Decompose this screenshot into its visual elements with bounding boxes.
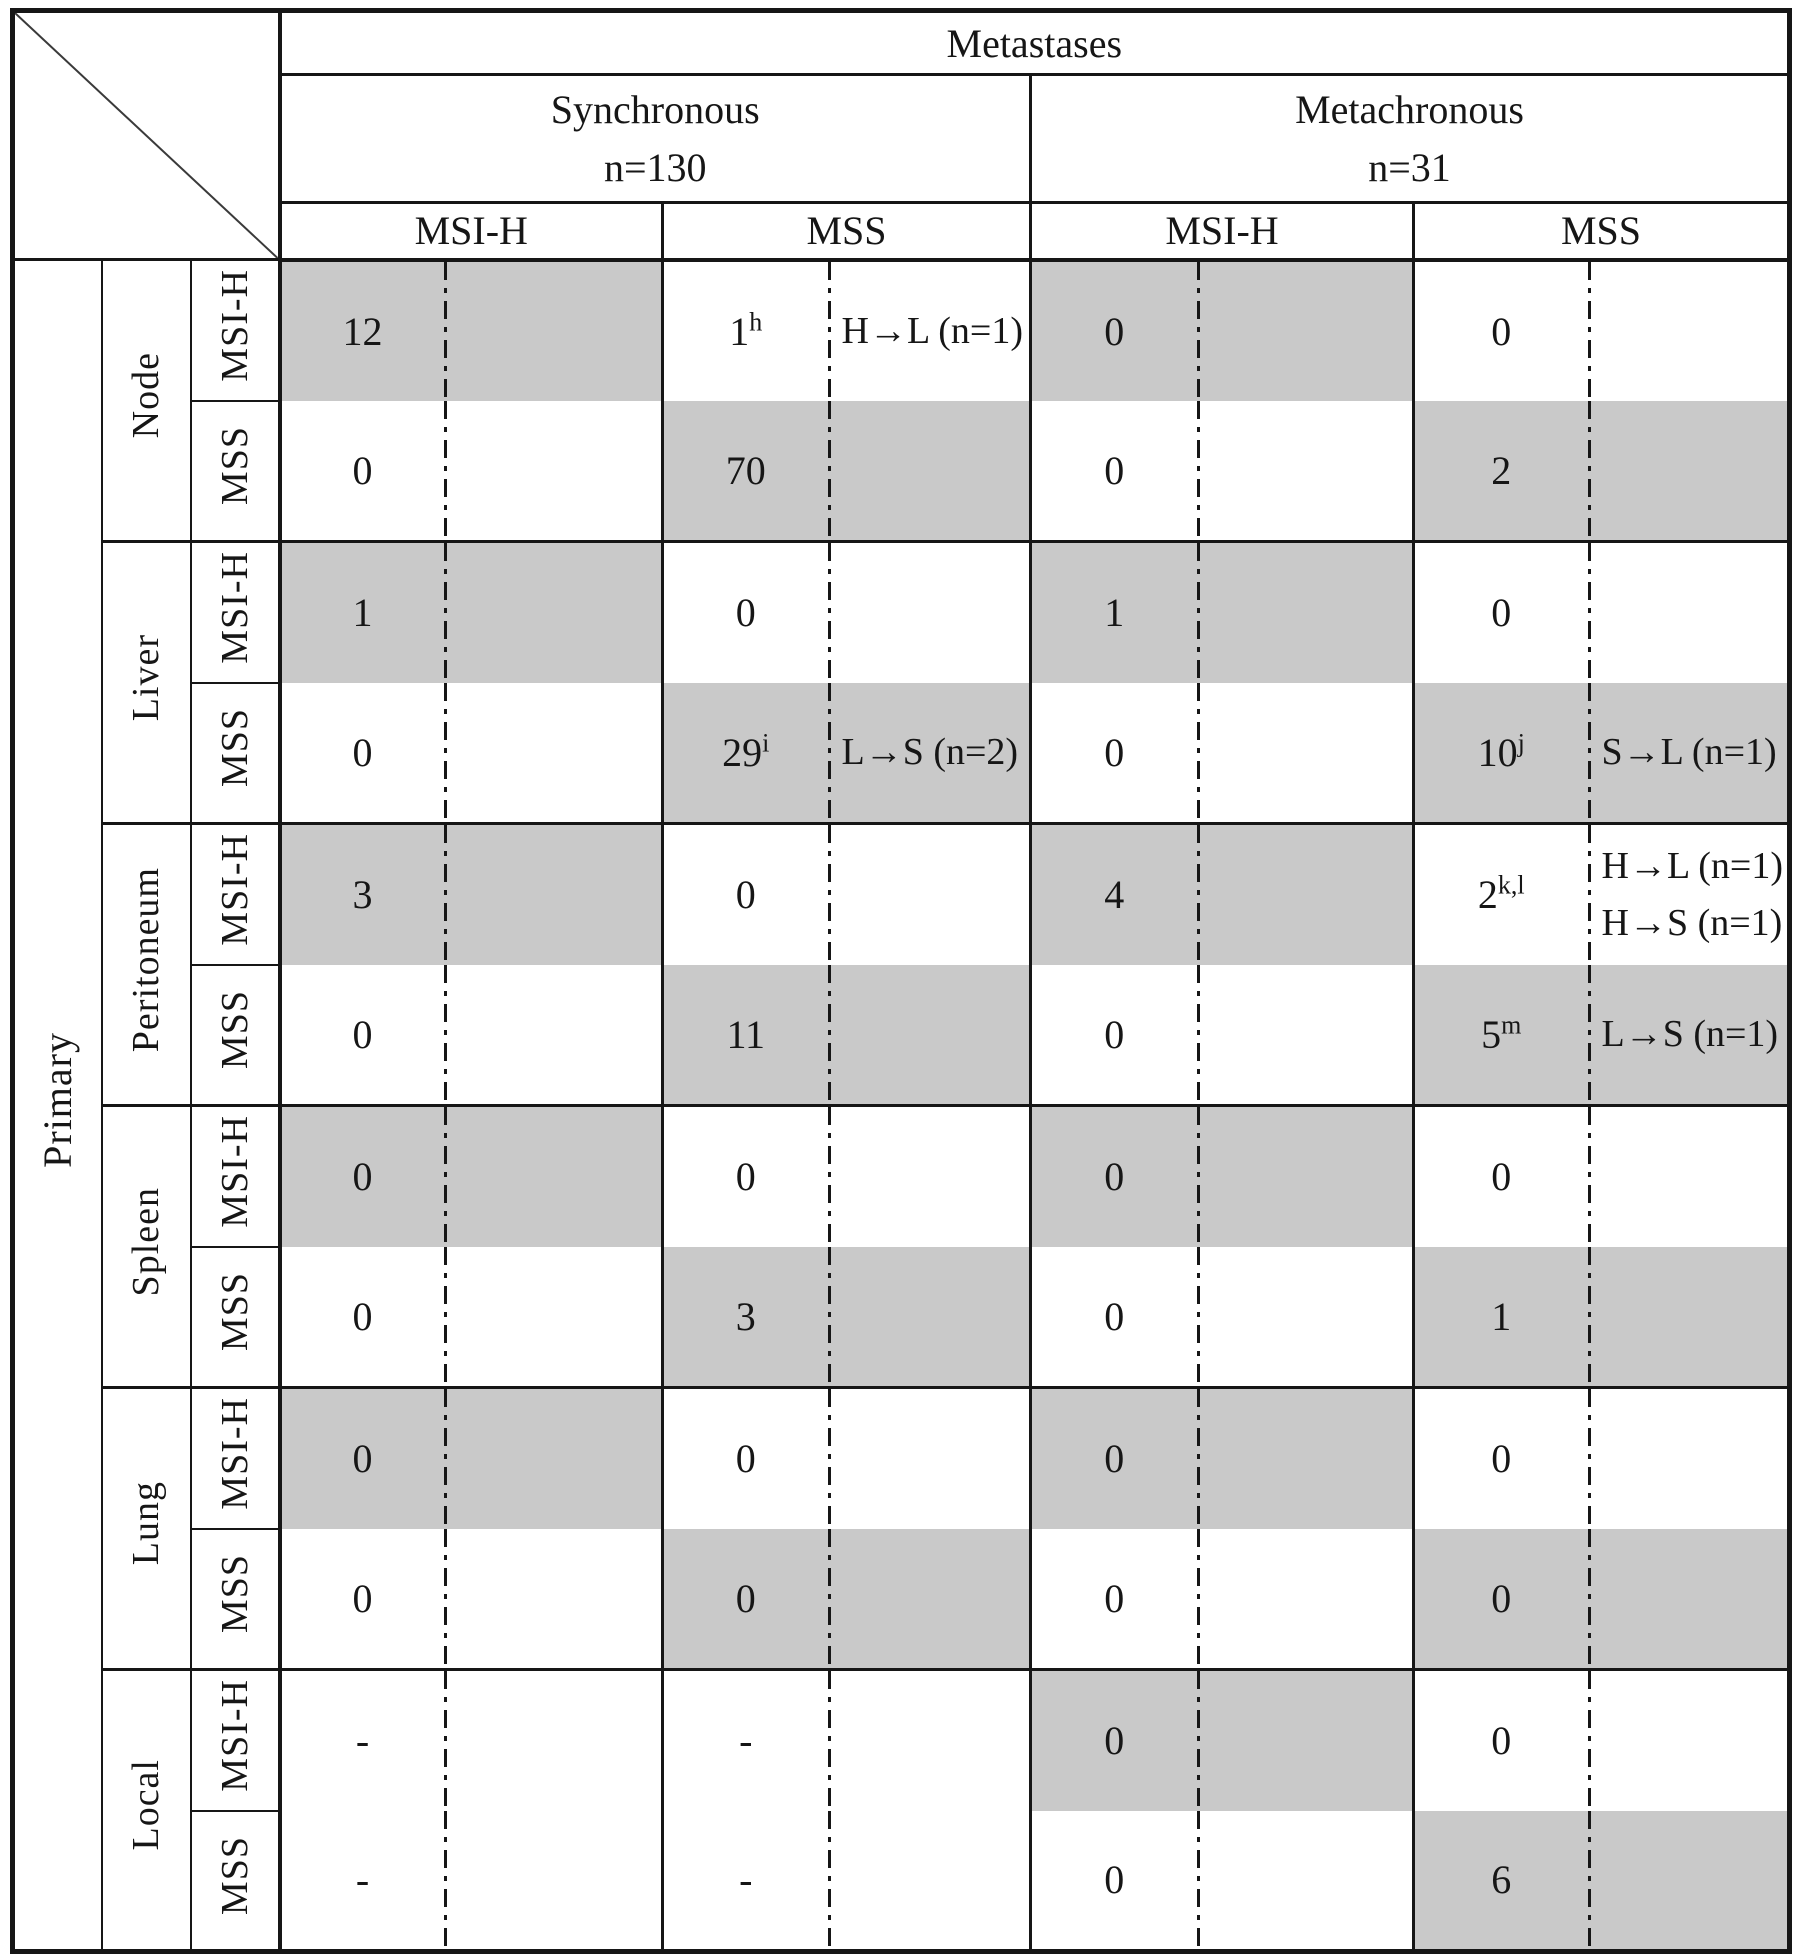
section-name: Metachronous (1295, 86, 1524, 132)
section-n: n=31 (1368, 144, 1451, 190)
count-value: - (739, 1718, 753, 1764)
cell-lung-msih-sync-msih-count (280, 1388, 444, 1529)
cell-peritoneum-msih-sync-msih-count (280, 824, 444, 965)
count-value: - (355, 1857, 370, 1903)
count-value: 70 (725, 447, 766, 493)
count-value: 0 (735, 590, 756, 636)
row-group-label-peritoneum (102, 824, 191, 1106)
row-axis-label-primary (13, 260, 102, 1952)
count-value: 1 (1491, 1293, 1512, 1339)
cell-node-msih-meta-msih-count (1031, 260, 1197, 401)
cell-node-msih-sync-mss-count (663, 260, 828, 401)
count-value: - (355, 1718, 370, 1764)
cell-node-mss-meta-msih-note (1197, 401, 1414, 542)
cell-liver-mss-meta-msih-count (1031, 683, 1197, 824)
cell-node-msih-sync-msih-count (280, 260, 444, 401)
cell-liver-msih-sync-mss-count (663, 542, 828, 683)
cell-local-msih-meta-msih-note (1197, 1670, 1414, 1811)
count-value: 0 (352, 1293, 373, 1339)
cell-liver-mss-sync-msih-count (280, 683, 444, 824)
cell-lung-msih-sync-mss-count (663, 1388, 828, 1529)
cell-liver-mss-sync-mss-note (828, 683, 1031, 824)
cell-node-mss-sync-mss-note (828, 401, 1031, 542)
count-value: 0 (1491, 1436, 1512, 1482)
diagonal-line (15, 13, 278, 258)
table-row-liver-mss (13, 683, 1790, 824)
row-label-text: MSS (213, 1554, 256, 1634)
cell-liver-msih-meta-msih-count (1031, 542, 1197, 683)
cell-spleen-msih-sync-mss-note (828, 1106, 1031, 1247)
cell-lung-msih-sync-msih-note (444, 1388, 663, 1529)
count-value: 0 (735, 872, 756, 918)
cell-peritoneum-msih-meta-msih-note (1197, 824, 1414, 965)
row-group-label-text: Spleen (125, 1186, 167, 1297)
cell-spleen-msih-meta-mss-count (1414, 1106, 1588, 1247)
row-label-text: MSS (213, 426, 256, 506)
row-group-label-spleen (102, 1106, 191, 1388)
count-value: 0 (1104, 1718, 1125, 1764)
count-value: 4 (1104, 872, 1125, 918)
cell-node-msih-sync-msih-note (444, 260, 663, 401)
transition-annotation: H→L (n=1) (841, 309, 1023, 352)
cell-node-msih-meta-msih-note (1197, 260, 1414, 401)
count-value: 1 (352, 590, 373, 636)
cell-spleen-msih-meta-msih-count (1031, 1106, 1197, 1247)
row-group-label-node (102, 260, 191, 542)
cell-liver-msih-sync-msih-note (444, 542, 663, 683)
table-row-liver-msih (13, 542, 1790, 683)
cell-lung-msih-meta-mss-note (1588, 1388, 1790, 1529)
cell-local-mss-sync-msih-count (280, 1811, 444, 1952)
cell-spleen-msih-sync-msih-count (280, 1106, 444, 1247)
row-label-peritoneum-mss (191, 965, 280, 1106)
footnote-marker: i (762, 728, 770, 758)
row-label-local-msih (191, 1670, 280, 1811)
count-value: 6 (1491, 1857, 1512, 1903)
section-name: Synchronous (550, 86, 760, 132)
count-value: 0 (1491, 590, 1512, 636)
count-value: 0 (1491, 308, 1512, 354)
table-row-spleen-mss (13, 1247, 1790, 1388)
cell-local-mss-sync-msih-note (444, 1811, 663, 1952)
cell-peritoneum-msih-meta-msih-count (1031, 824, 1197, 965)
table-row-peritoneum-msih (13, 824, 1790, 965)
cell-local-mss-meta-msih-note (1197, 1811, 1414, 1952)
count-value: 0 (1104, 1857, 1125, 1903)
table-row-local-msih (13, 1670, 1790, 1811)
cell-node-mss-sync-mss-count (663, 401, 828, 542)
cell-liver-mss-meta-mss-count (1414, 683, 1588, 824)
count-value: 5 (1481, 1011, 1502, 1057)
count-value: 0 (1104, 308, 1125, 354)
row-label-local-mss (191, 1811, 280, 1952)
row-label-lung-msih (191, 1388, 280, 1529)
count-value: 2 (1477, 872, 1498, 918)
count-value: 0 (1104, 1011, 1125, 1057)
count-value: - (739, 1857, 753, 1903)
transition-annotation: H→L (n=1) (1601, 844, 1783, 887)
count-value: 0 (352, 729, 373, 775)
count-value: 0 (1104, 1154, 1125, 1200)
cell-spleen-mss-meta-msih-note (1197, 1247, 1414, 1388)
column-header-metachronous (1031, 75, 1790, 203)
table-row-lung-mss (13, 1529, 1790, 1670)
row-label-lung-mss (191, 1529, 280, 1670)
row-label-spleen-mss (191, 1247, 280, 1388)
count-value: 0 (1104, 1436, 1125, 1482)
cell-node-msih-meta-mss-note (1588, 260, 1790, 401)
cell-peritoneum-mss-sync-mss-note (828, 965, 1031, 1106)
footnote-marker: m (1501, 1010, 1522, 1040)
row-label-text: MSI-H (213, 1114, 256, 1228)
cell-liver-msih-sync-mss-note (828, 542, 1031, 683)
cell-peritoneum-mss-meta-msih-note (1197, 965, 1414, 1106)
count-value: 0 (1491, 1718, 1512, 1764)
column-header-meta-mss: MSS (1414, 203, 1790, 260)
section-n: n=130 (603, 144, 707, 190)
cell-node-mss-sync-msih-count (280, 401, 444, 542)
count-value: 0 (1104, 1575, 1125, 1621)
row-label-text: MSS (213, 1272, 256, 1352)
table-row-spleen-msih (13, 1106, 1790, 1247)
count-value: 29 (722, 729, 763, 775)
row-label-liver-msih (191, 542, 280, 683)
count-value: 2 (1491, 447, 1512, 493)
count-value: 0 (1104, 447, 1125, 493)
cell-peritoneum-msih-meta-mss-note (1588, 824, 1790, 965)
cell-peritoneum-msih-sync-mss-count (663, 824, 828, 965)
footnote-marker: h (749, 307, 763, 337)
count-value: 12 (342, 308, 383, 354)
cell-peritoneum-msih-meta-mss-count (1414, 824, 1588, 965)
row-group-label-local (102, 1670, 191, 1952)
row-group-label-lung (102, 1388, 191, 1670)
table-row-lung-msih (13, 1388, 1790, 1529)
transition-annotation: L→S (n=1) (1601, 1012, 1779, 1055)
cell-liver-mss-meta-msih-note (1197, 683, 1414, 824)
cell-spleen-msih-sync-mss-count (663, 1106, 828, 1247)
count-value: 0 (735, 1154, 756, 1200)
row-label-text: MSS (213, 990, 256, 1070)
cell-peritoneum-mss-sync-msih-note (444, 965, 663, 1106)
count-value: 0 (352, 1436, 373, 1482)
row-label-node-msih (191, 260, 280, 401)
cell-lung-mss-meta-mss-count (1414, 1529, 1588, 1670)
cell-local-msih-sync-mss-note (828, 1670, 1031, 1811)
count-value: 3 (735, 1293, 756, 1339)
row-group-label-liver (102, 542, 191, 824)
count-value: 1 (1104, 590, 1125, 636)
cell-spleen-mss-meta-mss-note (1588, 1247, 1790, 1388)
row-label-text: MSI-H (213, 1396, 256, 1510)
row-label-text: MSS (213, 708, 256, 788)
cell-liver-msih-meta-mss-count (1414, 542, 1588, 683)
cell-local-msih-sync-msih-note (444, 1670, 663, 1811)
cell-local-mss-sync-mss-note (828, 1811, 1031, 1952)
cell-node-mss-sync-msih-note (444, 401, 663, 542)
row-axis-label-text: Primary (34, 1032, 80, 1168)
cell-peritoneum-mss-sync-msih-count (280, 965, 444, 1106)
cell-local-mss-meta-msih-count (1031, 1811, 1197, 1952)
cell-lung-mss-sync-msih-note (444, 1529, 663, 1670)
header-row-metastases (13, 11, 1790, 75)
row-label-text: MSI-H (213, 1678, 256, 1792)
count-value: 0 (352, 447, 373, 493)
cell-liver-msih-meta-mss-note (1588, 542, 1790, 683)
cell-lung-mss-sync-msih-count (280, 1529, 444, 1670)
cell-local-msih-meta-mss-count (1414, 1670, 1588, 1811)
transition-annotation: L→S (n=2) (841, 730, 1019, 773)
count-value: 0 (352, 1575, 373, 1621)
cell-lung-msih-meta-msih-note (1197, 1388, 1414, 1529)
table-row-node-mss (13, 401, 1790, 542)
cell-spleen-mss-meta-msih-count (1031, 1247, 1197, 1388)
count-value: 0 (1104, 729, 1125, 775)
cell-node-msih-sync-mss-note (828, 260, 1031, 401)
table-row-peritoneum-mss (13, 965, 1790, 1106)
cell-lung-mss-meta-msih-count (1031, 1529, 1197, 1670)
cell-liver-mss-meta-mss-note (1588, 683, 1790, 824)
count-value: 0 (352, 1011, 373, 1057)
column-header-synchronous (280, 75, 1031, 203)
count-value: 0 (1104, 1293, 1125, 1339)
cell-spleen-mss-sync-mss-note (828, 1247, 1031, 1388)
footnote-marker: j (1517, 728, 1525, 758)
cell-lung-mss-meta-mss-note (1588, 1529, 1790, 1670)
count-value: 0 (735, 1575, 756, 1621)
cell-peritoneum-msih-sync-mss-note (828, 824, 1031, 965)
table-body (13, 260, 1790, 1952)
cell-local-msih-sync-msih-count (280, 1670, 444, 1811)
table-row-local-mss (13, 1811, 1790, 1952)
count-value: 0 (1491, 1154, 1512, 1200)
cell-node-msih-meta-mss-count (1414, 260, 1588, 401)
cell-local-msih-meta-msih-count (1031, 1670, 1197, 1811)
cell-spleen-msih-meta-msih-note (1197, 1106, 1414, 1247)
row-group-label-text: Lung (125, 1481, 167, 1566)
table-header (13, 11, 1790, 260)
cell-liver-mss-sync-mss-count (663, 683, 828, 824)
corner-cell (13, 11, 280, 260)
row-group-label-text: Peritoneum (125, 866, 167, 1053)
count-value: 11 (726, 1011, 765, 1057)
cell-peritoneum-mss-sync-mss-count (663, 965, 828, 1106)
cell-node-mss-meta-msih-count (1031, 401, 1197, 542)
transition-annotation: H→S (n=1) (1601, 901, 1783, 944)
cell-peritoneum-mss-meta-msih-count (1031, 965, 1197, 1106)
cell-lung-msih-sync-mss-note (828, 1388, 1031, 1529)
cell-local-msih-meta-mss-note (1588, 1670, 1790, 1811)
row-label-node-mss (191, 401, 280, 542)
transition-annotation: S→L (n=1) (1601, 730, 1777, 773)
footnote-marker: k,l (1497, 870, 1525, 900)
cell-spleen-msih-meta-mss-note (1588, 1106, 1790, 1247)
row-label-spleen-msih (191, 1106, 280, 1247)
count-value: 1 (729, 308, 750, 354)
row-label-peritoneum-msih (191, 824, 280, 965)
column-header-sync-msih: MSI-H (280, 203, 663, 260)
column-header-meta-msih: MSI-H (1031, 203, 1414, 260)
metastases-concordance-table (10, 8, 1792, 1954)
row-group-label-text: Node (125, 352, 167, 439)
cell-lung-msih-meta-msih-count (1031, 1388, 1197, 1529)
cell-local-mss-sync-mss-count (663, 1811, 828, 1952)
cell-spleen-mss-sync-mss-count (663, 1247, 828, 1388)
cell-liver-msih-sync-msih-count (280, 542, 444, 683)
row-label-text: MSI-H (213, 832, 256, 946)
cell-spleen-mss-sync-msih-note (444, 1247, 663, 1388)
row-group-label-text: Liver (125, 633, 167, 722)
column-header-sync-mss: MSS (663, 203, 1031, 260)
row-label-text: MSI-H (213, 550, 256, 664)
table-row-node-msih (13, 260, 1790, 401)
column-header-metastases: Metastases (280, 11, 1790, 75)
cell-lung-mss-meta-msih-note (1197, 1529, 1414, 1670)
cell-liver-mss-sync-msih-note (444, 683, 663, 824)
cell-liver-msih-meta-msih-note (1197, 542, 1414, 683)
row-label-liver-mss (191, 683, 280, 824)
cell-local-mss-meta-mss-note (1588, 1811, 1790, 1952)
count-value: 0 (1491, 1575, 1512, 1621)
cell-node-mss-meta-mss-note (1588, 401, 1790, 542)
cell-peritoneum-mss-meta-mss-count (1414, 965, 1588, 1106)
row-label-text: MSS (213, 1835, 256, 1915)
row-group-label-text: Local (125, 1759, 167, 1851)
cell-node-mss-meta-mss-count (1414, 401, 1588, 542)
cell-local-mss-meta-mss-count (1414, 1811, 1588, 1952)
count-value: 0 (735, 1436, 756, 1482)
cell-spleen-mss-meta-mss-count (1414, 1247, 1588, 1388)
cell-lung-mss-sync-mss-count (663, 1529, 828, 1670)
cell-lung-msih-meta-mss-count (1414, 1388, 1588, 1529)
count-value: 3 (352, 872, 373, 918)
cell-lung-mss-sync-mss-note (828, 1529, 1031, 1670)
cell-peritoneum-msih-sync-msih-note (444, 824, 663, 965)
count-value: 0 (352, 1154, 373, 1200)
cell-spleen-msih-sync-msih-note (444, 1106, 663, 1247)
row-label-text: MSI-H (213, 268, 256, 382)
count-value: 10 (1477, 729, 1518, 775)
cell-spleen-mss-sync-msih-count (280, 1247, 444, 1388)
cell-peritoneum-mss-meta-mss-note (1588, 965, 1790, 1106)
cell-local-msih-sync-mss-count (663, 1670, 828, 1811)
